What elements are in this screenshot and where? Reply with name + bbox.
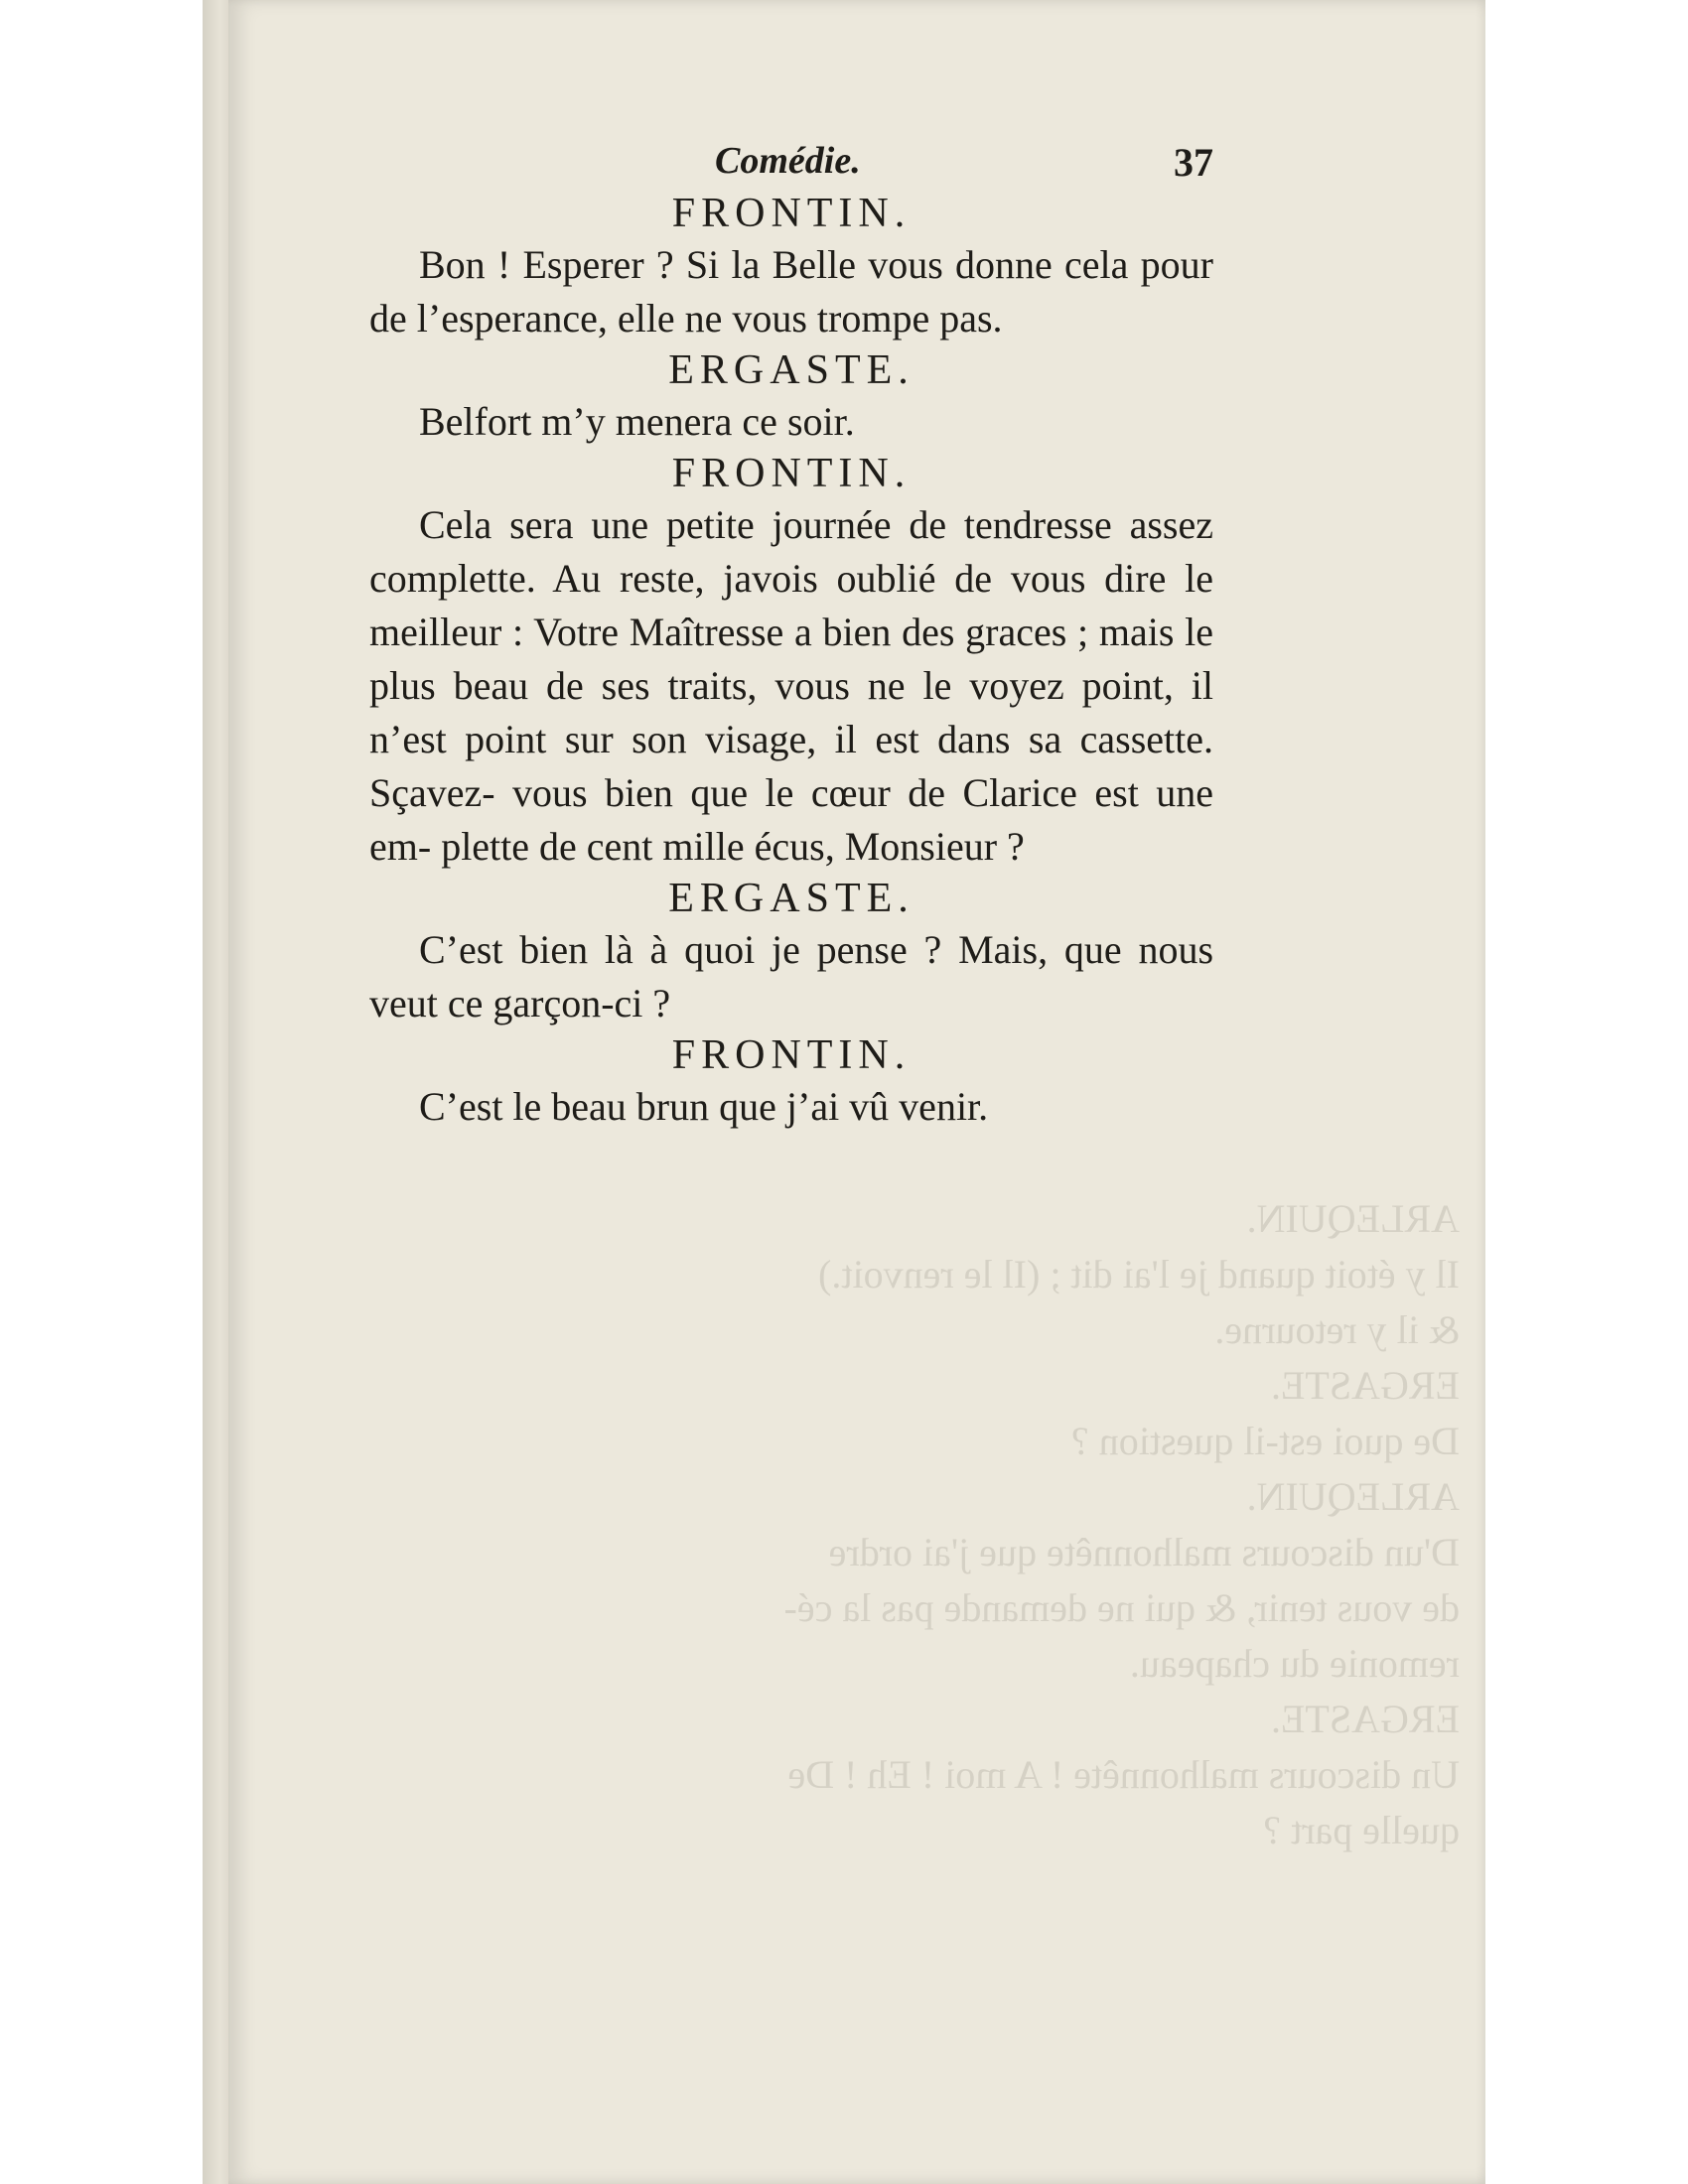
speech-line: bien des graces ; mais le plus beau de ses: [369, 610, 1213, 708]
speech: [369, 498, 1213, 874]
speech-line: Bon ! Esperer ? Si la Belle vous donne cela: [419, 242, 1129, 287]
speech-line: pour de l’esperance, elle ne vous trompe pas.: [369, 242, 1213, 341]
speaker-name: FRONTIN.: [671, 1032, 912, 1078]
book-page: [228, 0, 1485, 2184]
speech: [369, 238, 1213, 345]
speech-line: Belfort m’y menera ce soir.: [419, 399, 855, 444]
speech-line: sur son visage, il est dans sa cassette. Sçavez-: [369, 717, 1213, 815]
speech-line: C’est le beau brun que j’ai vû venir.: [419, 1084, 989, 1129]
speaker-name: FRONTIN.: [671, 191, 912, 236]
speech-line: C’est bien là à quoi je pense ? Mais, que: [419, 927, 1122, 972]
speech-line: vous bien que le cœur de Clarice est une em-: [369, 770, 1214, 869]
speech-line: nous veut ce garçon-ci ?: [369, 927, 1214, 1025]
speaker-name: ERGASTE.: [668, 876, 914, 921]
running-title: Comédie.: [715, 140, 861, 182]
speech: [369, 395, 1213, 449]
show-through-text: ARLEQUIN. Il y étoit quand je l'ai dit ; (Il le renvoit.) & il y retourne. ERGASTE. De quoi est-il question ? ARLEQUIN. D'un discours malhonnête que j'ai ordre de vous tenir, & qui ne demande pas la cé- remonie du chapeau. ERGASTE. Un discours malhonnête ! A moi ! Eh ! De quelle part ?: [783, 1196, 1460, 1852]
speech-line: Cela sera une petite journée de tendresse: [419, 502, 1112, 547]
text-block: [369, 139, 1213, 1134]
speech: [369, 1080, 1213, 1134]
page-number: 37: [1174, 140, 1213, 185]
speaker-name: ERGASTE.: [668, 347, 914, 393]
speech-line: vous dire le meilleur : Votre Maîtresse a: [369, 556, 1214, 654]
speaker-name: FRONTIN.: [671, 451, 912, 496]
speech-line: assez complette. Au reste, javois oublié de: [369, 502, 1213, 601]
page-header: [369, 139, 1213, 189]
speech: [369, 923, 1213, 1030]
speech-line: plette de cent mille écus, Monsieur ?: [441, 824, 1025, 869]
speech-line: traits, vous ne le voyez point, il n’est point: [369, 663, 1214, 761]
